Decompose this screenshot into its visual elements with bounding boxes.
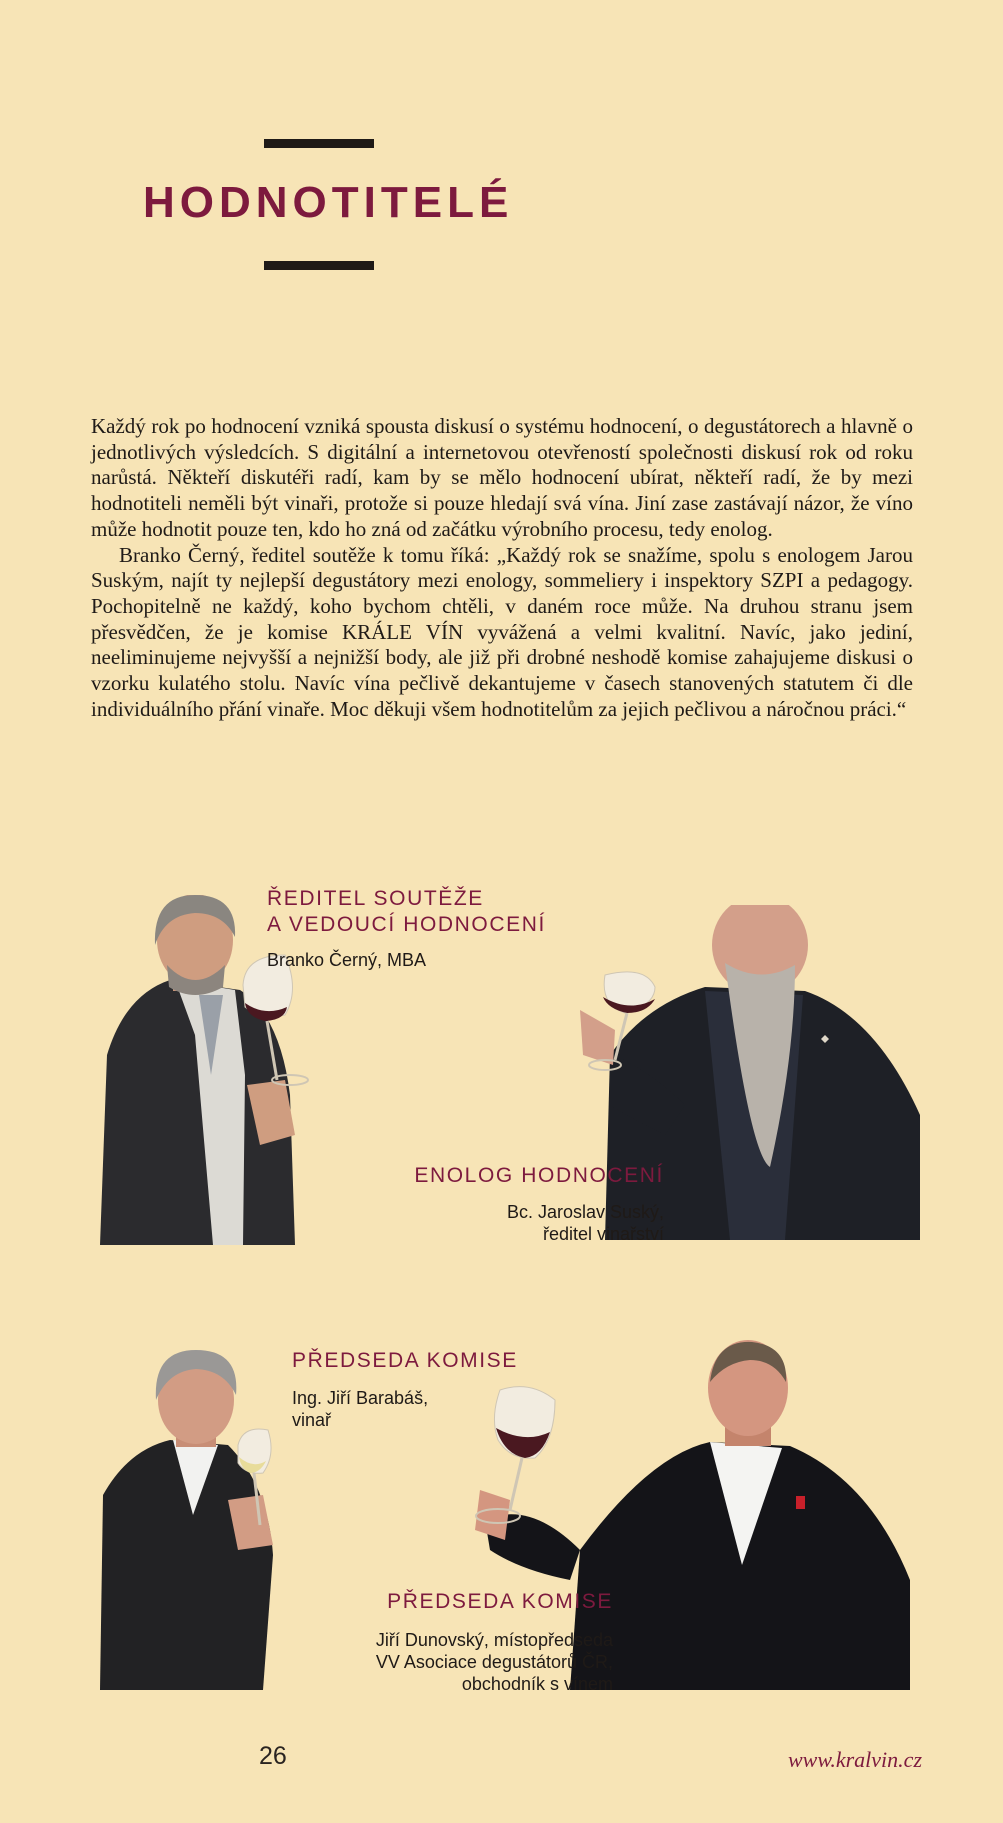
judge-2-name-line-2: ředitel vinařství (542, 1224, 664, 1244)
judge-1-role-line-1: ŘEDITEL SOUTĚŽE (267, 887, 484, 910)
judge-photo-jaroslav-susky (575, 905, 925, 1240)
title-rule-bottom (264, 261, 374, 270)
judge-photo-branko-cerny (95, 895, 345, 1245)
page-title: HODNOTITELÉ (143, 178, 514, 227)
judge-3-name-line-2: vinař (292, 1410, 332, 1430)
judge-3-name-line-1: Ing. Jiří Barabáš, (292, 1388, 429, 1408)
judge-4-name-line-1: Jiří Dunovský, místopředseda (375, 1630, 613, 1650)
judge-4-name-line-2: VV Asociace degustátorů ČR, (375, 1652, 613, 1672)
judge-2-name (400, 1201, 664, 1245)
website-link[interactable]: www.kralvin.cz (787, 1747, 922, 1772)
judge-1-name: Branko Černý, MBA (267, 950, 427, 970)
intro-paragraph-2: Branko Černý, ředitel soutěže k tomu říká: „Každý rok se snažíme, spolu s enologem Jarou Suským, najít ty nejlepší degustátory mezi enology, sommeliery i inspektory SZPI a pedagogy. Pochopitelně ne každý, koho bychom chtěli, v daném roce může. Na druhou stranu jsem přesvědčen, že je komise KRÁLE VÍN vyvážená a velmi kvalitní. Navíc, jako jediní, neeliminujeme nejvyšší a nejnižší body, ale již při drobné neshodě komise zahajujeme diskusi o vzorku kulatého stolu. Navíc vína pečlivě dekantujeme v časech stanovených statutem či dle individuálního přání vinaře. Moc děkuji všem hodnotitelům za jejich pečlivou a náročnou práci.“ (91, 542, 913, 721)
intro-paragraph-1: Každý rok po hodnocení vzniká spousta diskusí o systému hodnocení, o degustátorech a hlavně o jednotlivých výsledcích. S digitální a internetovou otevřeností společnosti diskusí rok od roku narůstá. Někteří diskutéři radí, kam by se mělo hodnocení ubírat, někteří radí, že by mezi hodnotiteli neměli být vinaři, protože si pouze hledají svá vína. Jiní zase zastávají názor, že víno může hodnotit pouze ten, kdo ho zná od začátku výrobního procesu, tedy enolog. (91, 414, 913, 541)
judge-4-name (300, 1629, 613, 1695)
title-rule-top (264, 139, 374, 148)
intro-text (91, 414, 913, 722)
judge-3-role: PŘEDSEDA KOMISE (292, 1349, 518, 1372)
judge-4-name-line-3: obchodník s vínem (461, 1674, 613, 1694)
judge-photo-jiri-barabas (98, 1345, 318, 1690)
judge-3-name (292, 1387, 428, 1431)
judge-1-role-line-2: A VEDOUCÍ HODNOCENÍ (267, 913, 546, 936)
judge-4-role: PŘEDSEDA KOMISE (387, 1590, 613, 1613)
judge-1-role (267, 886, 546, 938)
judge-2-name-line-1: Bc. Jaroslav Suský, (506, 1202, 664, 1222)
page-number: 26 (259, 1742, 287, 1770)
judge-2-role: ENOLOG HODNOCENÍ (414, 1164, 664, 1187)
